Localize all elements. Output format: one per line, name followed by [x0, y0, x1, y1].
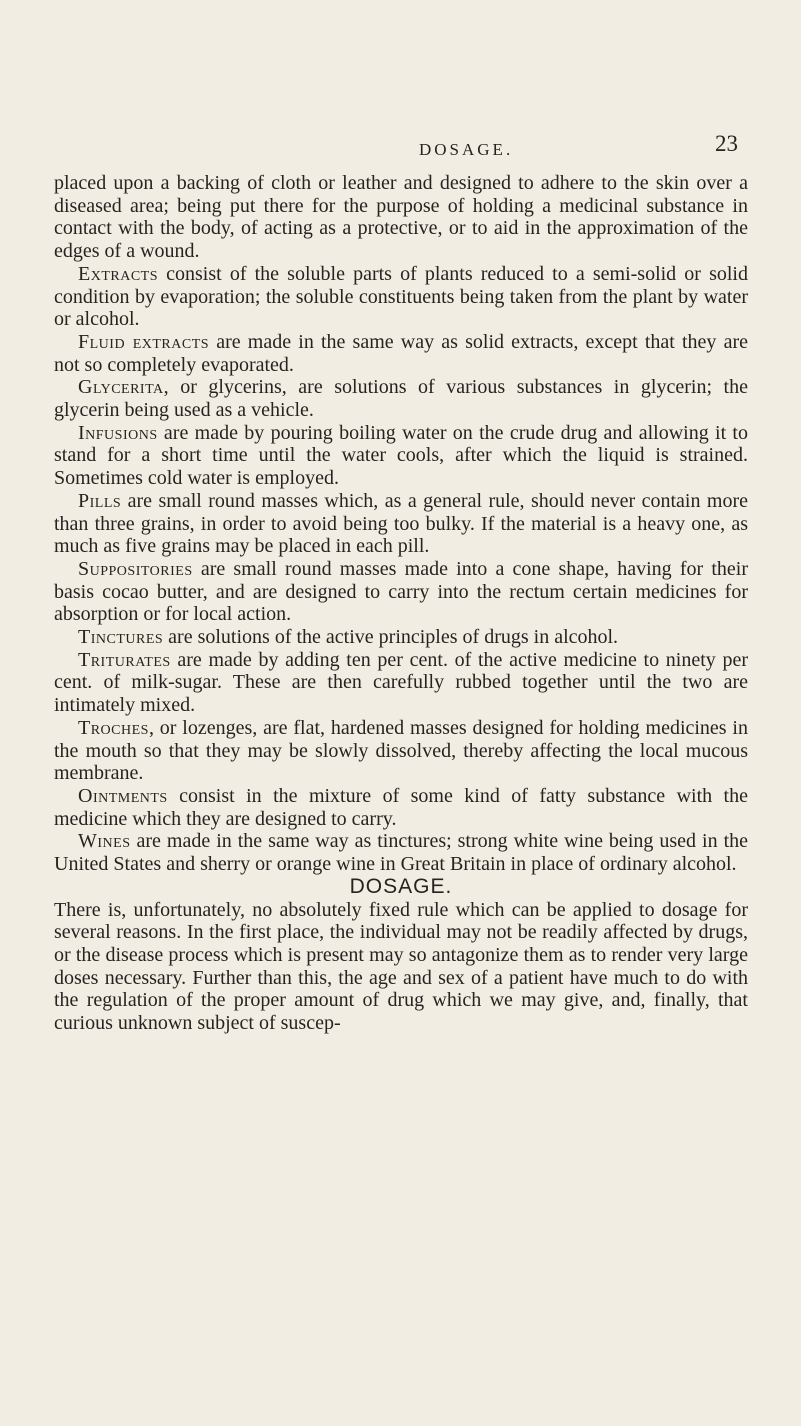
entry-text: are small round masses which, as a general rule, should never contain more than three grains, in order to avoid being too bulky. If the material is a heavy one, as much as five grains may be placed in each pill. — [54, 489, 748, 558]
entry-fluid-extracts — [54, 331, 748, 376]
entry-text: consist in the mixture of some kind of fatty substance with the medicine which they are designed to carry. — [54, 784, 748, 830]
entry-suppositories — [54, 558, 748, 626]
entry-term: Infusions — [78, 421, 158, 444]
entry-text: , or lozenges, are flat, hardened masses designed for holding medicines in the mouth so that they may be slowly dissolved, thereby affecting the local mucous membrane. — [54, 716, 748, 785]
entry-text: , or glycerins, are solutions of various substances in glycerin; the glycerin being used as a vehicle. — [54, 376, 748, 422]
entry-text: are made in the same way as solid extracts, except that they are not so completely evaporated. — [54, 330, 748, 376]
section-heading: DOSAGE. — [349, 874, 453, 898]
page-number: 23 — [715, 131, 738, 156]
entry-text: consist of the soluble parts of plants reduced to a semi-solid or solid condition by evaporation; the soluble constituents being taken from the plant by water or alcohol. — [54, 262, 748, 331]
entry-term: Triturates — [78, 648, 171, 671]
entry-term: Glycerita — [78, 376, 164, 399]
entry-text: are solutions of the active principles of drugs in alcohol. — [163, 626, 619, 649]
entry-term: Ointments — [78, 784, 168, 807]
entry-wines — [54, 830, 748, 875]
entry-text: are small round masses made into a cone shape, having for their basis cocao butter, and are designed to carry into the rectum certain medicines for absorption or for local action. — [54, 557, 748, 626]
entry-troches — [54, 717, 748, 785]
running-title: DOSAGE. — [419, 140, 514, 159]
entry-term: Fluid extracts — [78, 330, 210, 353]
entry-text: are made in the same way as tinctures; strong white wine being used in the United States and sherry or orange wine in Great Britain in place of ordinary alcohol. — [54, 830, 748, 876]
entry-text: are made by pouring boiling water on the crude drug and allowing it to stand for a short time until the water cools, after which the liquid is strained. Sometimes cold water is employed. — [54, 421, 748, 490]
entry-glycerita — [54, 376, 748, 421]
entry-pills — [54, 490, 748, 558]
entry-term: Troches — [78, 716, 149, 739]
entry-infusions — [54, 422, 748, 490]
page-body — [54, 172, 748, 1035]
intro-paragraph: placed upon a backing of cloth or leather and designed to adhere to the skin over a diseased area; being put there for the purpose of holding a medicinal substance in contact with the body, of acting as a protective, or to aid in the approximation of the edges of a wound. — [54, 172, 748, 263]
entry-text: are made by adding ten per cent. of the active medicine to ninety per cent. of milk-sugar. These are then carefully rubbed together until the two are intimately mixed. — [54, 648, 748, 717]
entry-tinctures — [54, 626, 748, 649]
entry-term: Tinctures — [78, 626, 164, 649]
entry-term: Wines — [78, 830, 131, 853]
entry-term: Extracts — [78, 262, 159, 285]
entry-triturates — [54, 649, 748, 717]
entry-ointments — [54, 785, 748, 830]
section-paragraph: There is, unfortunately, no absolutely fixed rule which can be applied to dosage for several reasons. In the first place, the individual may not be readily affected by drugs, or the disease process which is present may so antagonize them as to render very large doses necessary. Further than this, the age and sex of a patient have much to do with the regulation of the proper amount of drug which we may give, and, finally, that curious unknown subject of suscep- — [54, 898, 748, 1035]
entry-term: Suppositories — [78, 557, 193, 580]
entry-extracts — [54, 263, 748, 331]
entry-term: Pills — [78, 489, 122, 512]
